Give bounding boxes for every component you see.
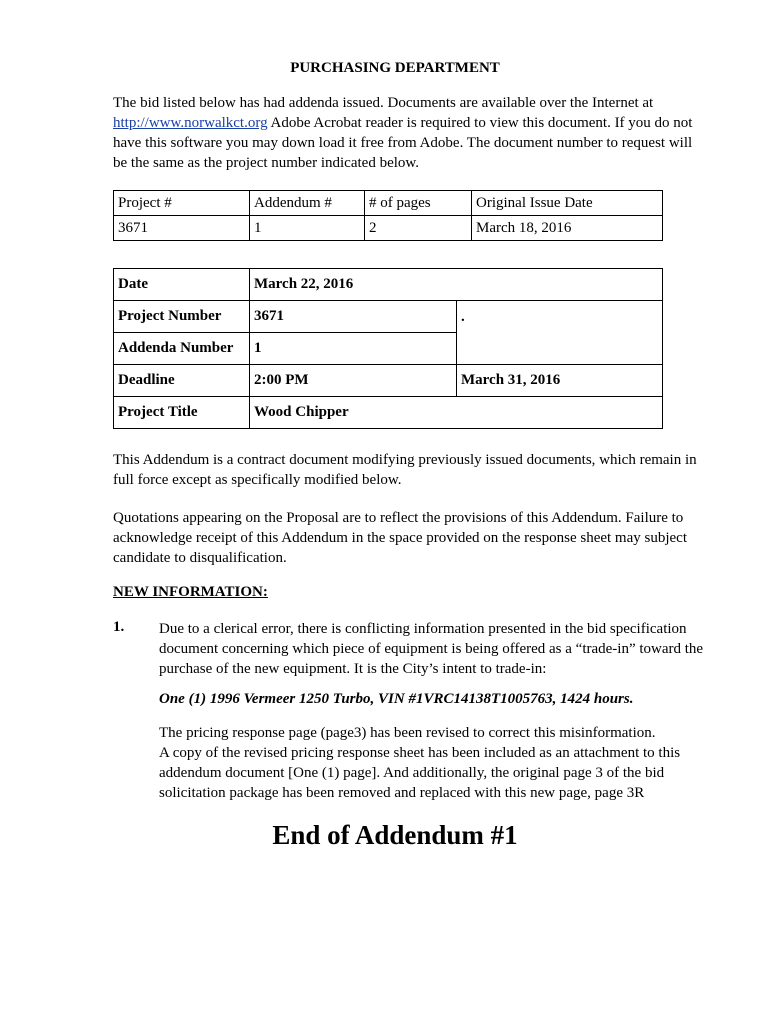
item-text: Due to a clerical error, there is conflicting information presented in the bid specification document concerning which piece of equipment is being offered as a “trade-in” toward the purchase of the new equipment. It is the City’s intent to trade-in: — [159, 621, 704, 677]
cell-project-number: 3671 — [114, 216, 250, 241]
details-table — [113, 268, 663, 429]
value-deadline-time: 2:00 PM — [250, 365, 457, 397]
table-row-deadline — [114, 365, 663, 397]
value-date: March 22, 2016 — [250, 269, 663, 301]
label-deadline: Deadline — [114, 365, 250, 397]
contract-paragraph: This Addendum is a contract document modifying previously issued documents, which remain in full force except as specifically modified below. — [113, 452, 697, 488]
quotations-paragraph: Quotations appearing on the Proposal are to reflect the provisions of this Addendum. Failure to acknowledge receipt of this Addendum in the space provided on the response sheet may subject candidate to disqualification. — [113, 510, 687, 566]
label-addenda-number: Addenda Number — [114, 333, 250, 365]
revision-line-1: The pricing response page (page3) has been revised to correct this misinformation. — [159, 725, 656, 741]
value-deadline-date: March 31, 2016 — [457, 365, 663, 397]
cell-addendum-number: 1 — [250, 216, 365, 241]
revision-line-2: A copy of the revised pricing response sheet has been included as an attachment to this addendum document [One (1) page]. And additionally, the original page 3 of the bid solicitation package has been removed and replaced with this new page, page 3R — [159, 745, 681, 801]
cell-original-issue-date: March 18, 2016 — [472, 216, 663, 241]
intro-text-start: The bid listed below has had addenda issued. Documents are available over the Internet at — [113, 95, 654, 111]
table-row — [114, 216, 663, 241]
header-project-number: Project # — [114, 191, 250, 216]
cell-page-count: 2 — [365, 216, 472, 241]
value-dot: . — [457, 301, 663, 365]
intro-paragraph — [113, 93, 703, 173]
website-link[interactable]: http://www.norwalkct.org — [113, 115, 268, 131]
value-project-number: 3671 — [250, 301, 457, 333]
table-row-project-number — [114, 301, 663, 333]
table-header-row — [114, 191, 663, 216]
header-original-issue-date: Original Issue Date — [472, 191, 663, 216]
label-date: Date — [114, 269, 250, 301]
header-addendum-number: Addendum # — [250, 191, 365, 216]
section-title: NEW INFORMATION: — [113, 584, 268, 600]
page-heading: PURCHASING DEPARTMENT — [290, 60, 500, 76]
value-project-title: Wood Chipper — [250, 397, 663, 429]
value-addenda-number: 1 — [250, 333, 457, 365]
label-project-title: Project Title — [114, 397, 250, 429]
intro-text-end: Adobe Acrobat reader is required to view this document. If you do not have this software you may down load it free from Adobe. The document number to request will be the same as the project number indicated below. — [113, 115, 693, 171]
label-project-number: Project Number — [114, 301, 250, 333]
summary-table — [113, 190, 663, 241]
item-number: 1. — [113, 619, 125, 635]
revision-note — [159, 723, 704, 803]
trade-in-equipment: One (1) 1996 Vermeer 1250 Turbo, VIN #1VRC14138T1005763, 1424 hours. — [159, 691, 634, 707]
closing-title: End of Addendum #1 — [272, 820, 518, 850]
table-row-date — [114, 269, 663, 301]
table-row-project-title — [114, 397, 663, 429]
header-page-count: # of pages — [365, 191, 472, 216]
